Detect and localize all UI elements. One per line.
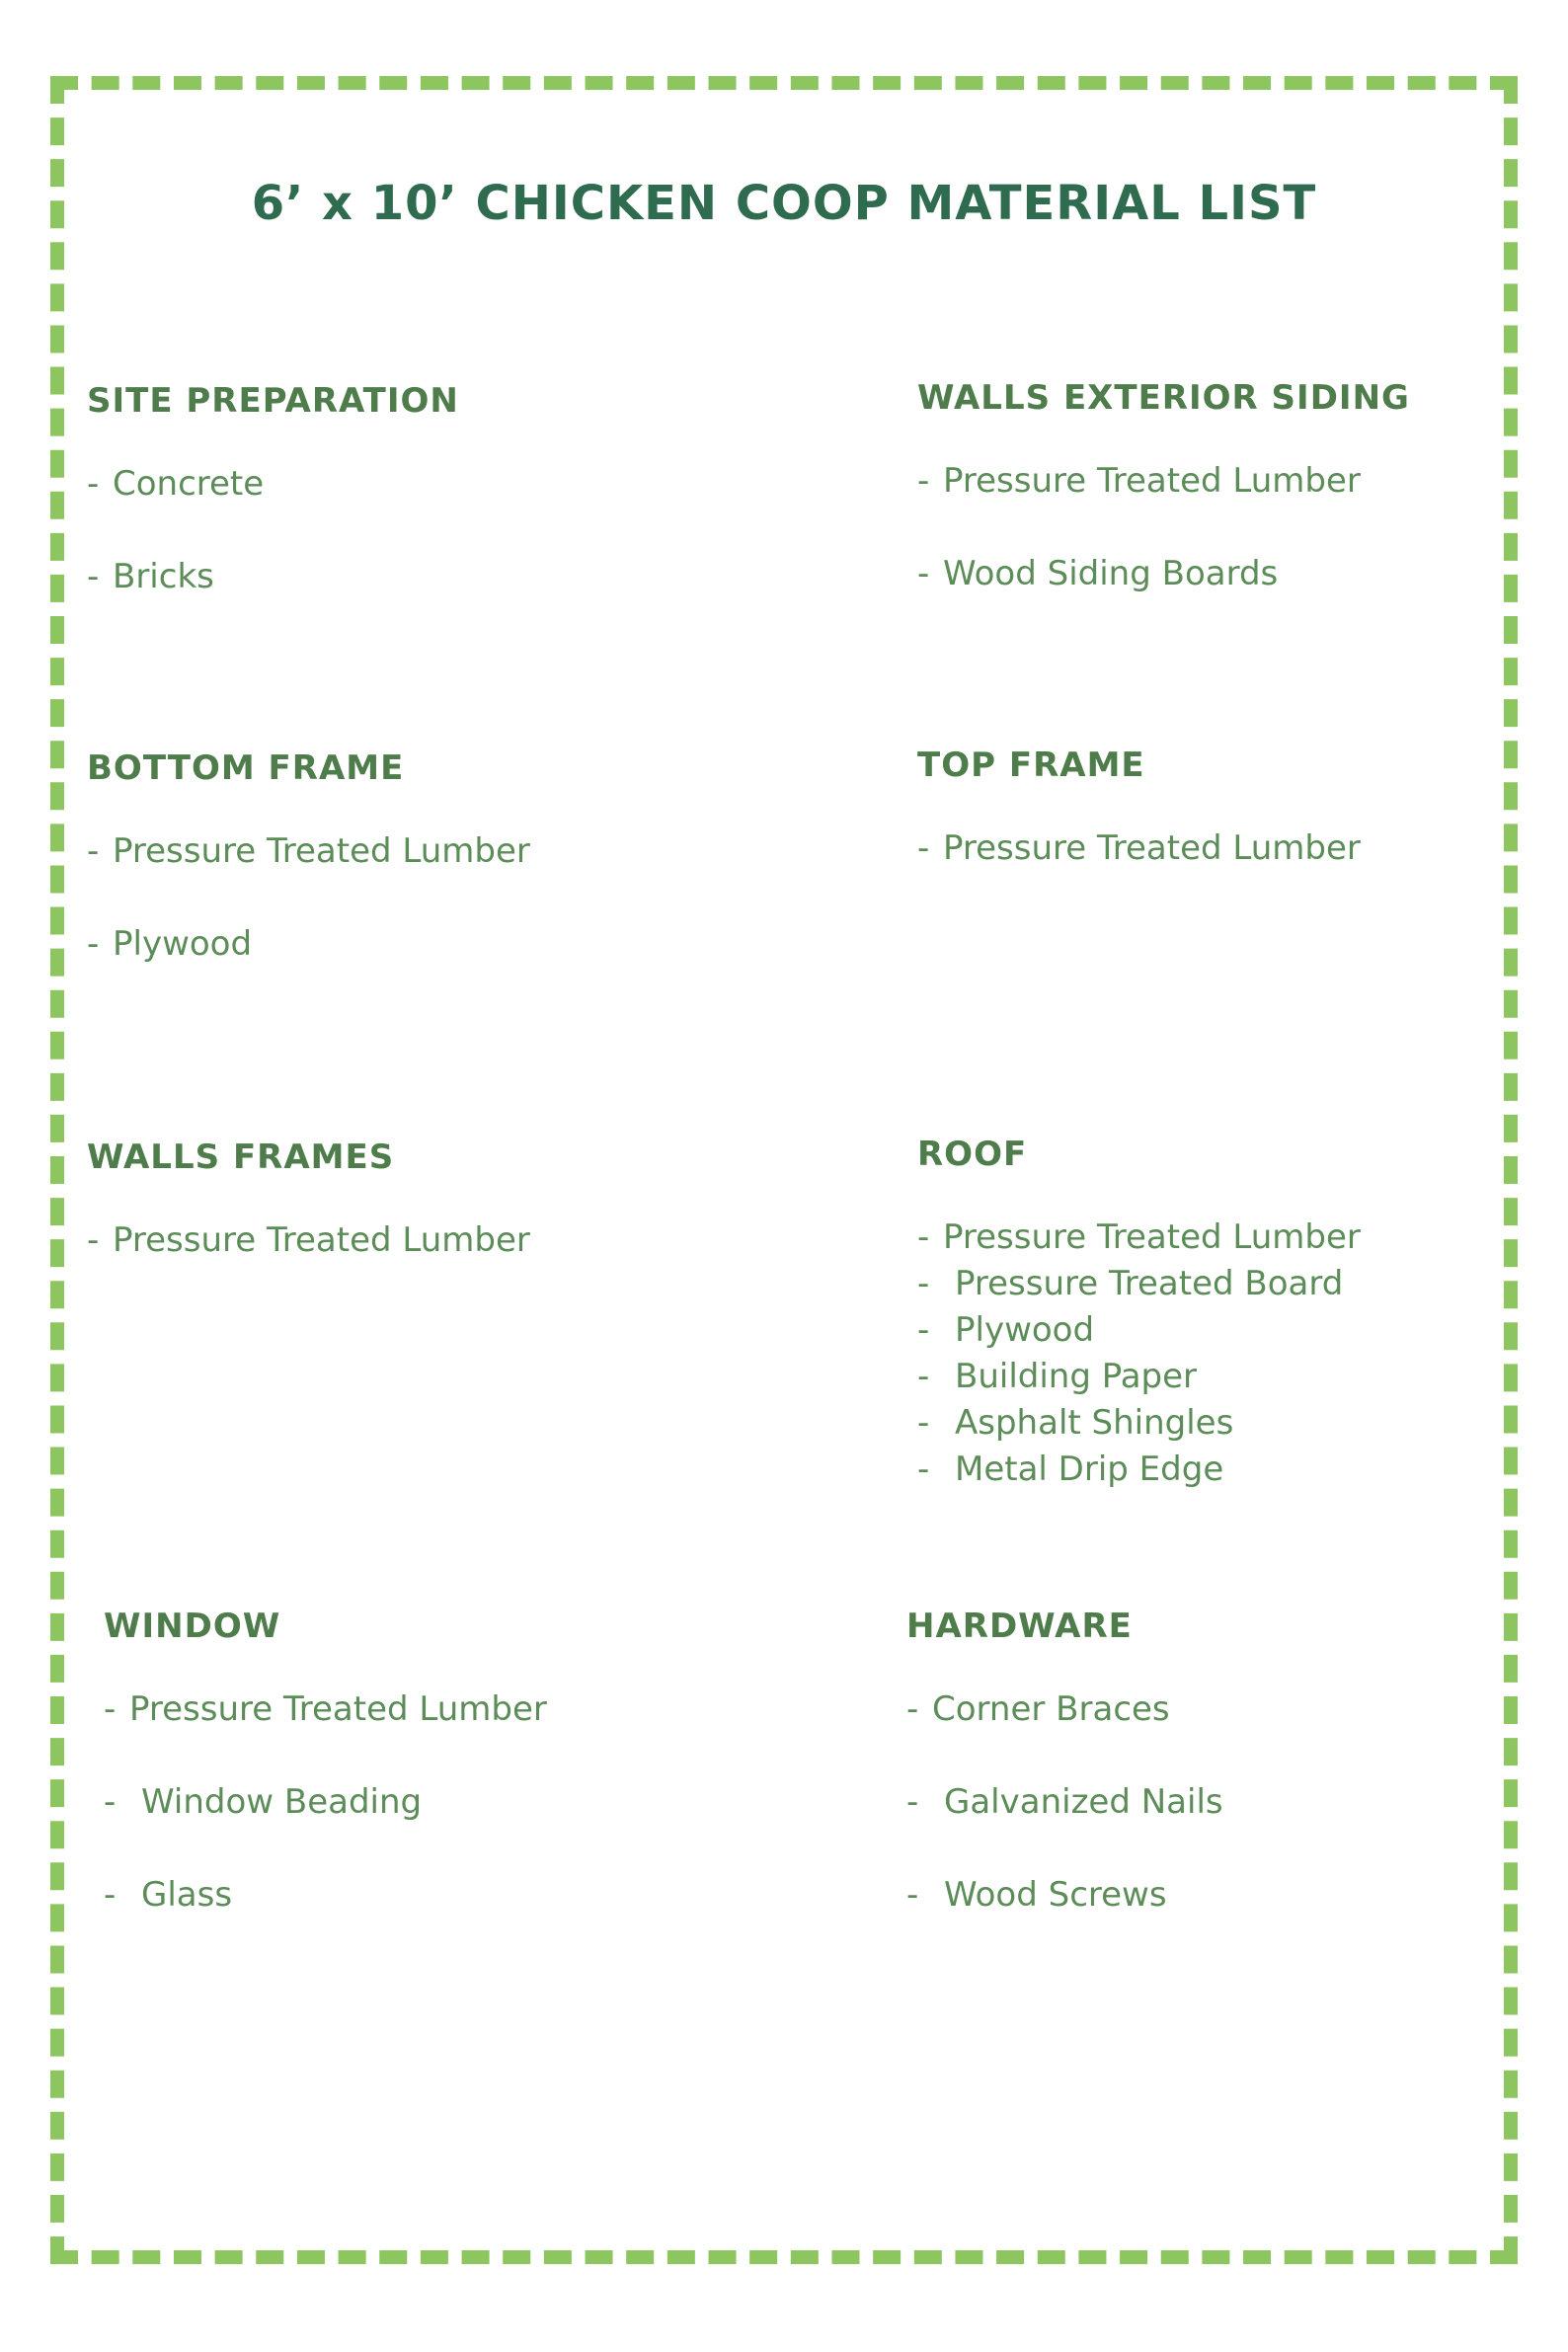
- list-item: - Wood Siding Boards: [917, 554, 1279, 593]
- section-roof: [917, 1135, 1361, 1496]
- list-item: - Pressure Treated Lumber: [87, 831, 530, 871]
- material-list: [104, 1689, 547, 1915]
- section-window: [104, 1607, 547, 1968]
- list-item: - Asphalt Shingles: [917, 1403, 1234, 1443]
- section-heading: BOTTOM FRAME: [87, 748, 405, 788]
- section-heading: WALLS EXTERIOR SIDING: [917, 378, 1410, 418]
- list-item: - Building Paper: [917, 1357, 1198, 1396]
- page-title: 6’ x 10’ CHICKEN COOP MATERIAL LIST: [251, 176, 1317, 231]
- material-list: [87, 831, 530, 964]
- section-heading: SITE PREPARATION: [87, 381, 459, 421]
- list-item: - Metal Drip Edge: [917, 1450, 1224, 1489]
- section-heading: WINDOW: [104, 1607, 281, 1646]
- list-item: - Pressure Treated Lumber: [104, 1689, 547, 1729]
- list-item: - Pressure Treated Lumber: [917, 828, 1361, 868]
- material-list: [917, 828, 1361, 868]
- list-item: - Wood Screws: [906, 1875, 1167, 1915]
- list-item: - Pressure Treated Lumber: [917, 461, 1361, 501]
- list-item: - Plywood: [917, 1310, 1095, 1350]
- section-top-frame: [917, 745, 1361, 921]
- section-heading: WALLS FRAMES: [87, 1137, 395, 1177]
- material-list: [87, 464, 459, 596]
- material-list: [87, 1220, 530, 1260]
- section-heading: HARDWARE: [906, 1607, 1133, 1646]
- section-walls-frames: [87, 1137, 530, 1313]
- list-item: - Concrete: [87, 464, 265, 504]
- list-item: - Window Beading: [104, 1782, 423, 1822]
- section-heading: ROOF: [917, 1135, 1028, 1174]
- material-list: [906, 1689, 1223, 1915]
- material-list: [917, 461, 1410, 593]
- list-item: - Corner Braces: [906, 1689, 1170, 1729]
- list-item: - Pressure Treated Lumber: [87, 1220, 530, 1260]
- list-item: - Glass: [104, 1875, 233, 1915]
- section-walls-exterior-siding: [917, 378, 1410, 647]
- list-item: - Plywood: [87, 924, 253, 964]
- list-item: - Galvanized Nails: [906, 1782, 1223, 1822]
- material-list: [917, 1217, 1361, 1489]
- list-item: - Bricks: [87, 557, 214, 596]
- section-heading: TOP FRAME: [917, 745, 1145, 785]
- section-hardware: [906, 1607, 1223, 1968]
- list-item: - Pressure Treated Board: [917, 1264, 1344, 1303]
- list-item: - Pressure Treated Lumber: [917, 1217, 1361, 1257]
- section-bottom-frame: [87, 748, 530, 1017]
- section-site-preparation: [87, 381, 459, 650]
